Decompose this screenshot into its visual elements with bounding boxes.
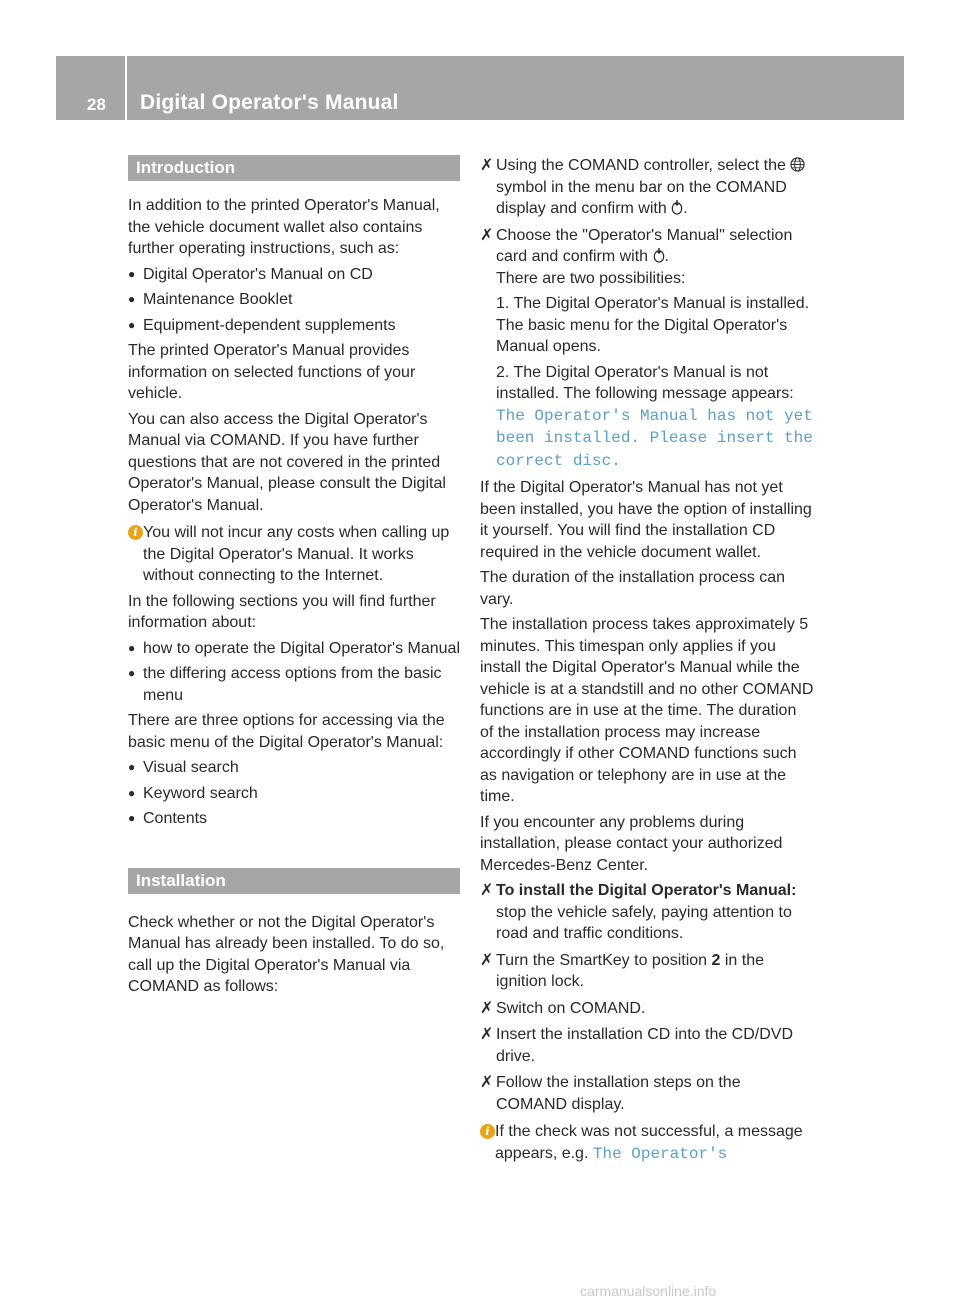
intro-paragraph: In addition to the printed Operator's Manual, the vehicle document wallet also contains further operating instructions, such as: <box>128 197 440 257</box>
controller-press-icon <box>653 248 665 263</box>
step-item: ✗ Follow the installation steps on the COMAND display. <box>480 1074 741 1113</box>
bullet-icon: ● <box>128 266 136 281</box>
step-arrow-icon: ✗ <box>480 999 494 1017</box>
header-separator <box>125 56 127 120</box>
list-item: ● how to operate the Digital Operator's Manual <box>128 638 460 660</box>
step-arrow-icon: ✗ <box>480 1074 494 1091</box>
step-arrow-icon: ✗ <box>480 1026 494 1043</box>
list-item: ● the differing access options from the basic menu <box>128 665 442 704</box>
page-title: Digital Operator's Manual <box>140 91 399 114</box>
display-message: The Operator's Manual has not yet been installed. Please insert the correct disc. <box>496 406 813 470</box>
step-arrow-icon: ✗ <box>480 157 494 174</box>
bullet-icon: ● <box>128 666 136 680</box>
globe-icon <box>790 157 805 172</box>
watermark: carmanualsonline.info <box>580 1283 717 1299</box>
paragraph: There are three options for accessing via the basic menu of the Digital Operator's Manual: <box>128 712 445 751</box>
paragraph: If the Digital Operator's Manual has not yet been installed, you have the option of installing it yourself. You will find the installation CD required in the vehicle document wallet. <box>480 479 812 561</box>
paragraph: The installation process takes approximately 5 minutes. This timespan only applies if you install the Digital Operator's Manual while the vehicle is at a standstill and no other COMAND functions are in use at the time. The duration of the installation process may increase accordingly if other COMAND functions such as navigation or telephony are in use at the time. <box>480 616 814 805</box>
display-message: The Operator's <box>592 1144 728 1163</box>
list-item: ● Maintenance Booklet <box>128 289 460 311</box>
step-item: ✗ Insert the installation CD into the CD/DVD drive. <box>480 1026 794 1065</box>
bullet-icon: ● <box>128 811 136 825</box>
page-number: 28 <box>87 95 106 114</box>
bullet-icon: ● <box>128 317 136 332</box>
info-note: i You will not incur any costs when calling up the Digital Operator's Manual. It works without connecting to the Internet. <box>128 522 460 587</box>
step-item: ✗ To install the Digital Operator's Manual: stop the vehicle safely, paying attention to road and traffic conditions. <box>480 882 797 942</box>
section-heading-installation: Installation <box>128 868 460 894</box>
step-item: ✗ Switch on COMAND. <box>480 998 814 1020</box>
paragraph: In the following sections you will find further information about: <box>128 592 436 631</box>
step-arrow-icon: ✗ <box>480 951 494 969</box>
info-icon: i <box>128 525 143 540</box>
step-arrow-icon: ✗ <box>480 882 494 899</box>
info-icon: i <box>480 1124 495 1139</box>
paragraph: There are two possibilities: <box>496 269 686 287</box>
step-arrow-icon: ✗ <box>480 226 494 244</box>
bullet-icon: ● <box>128 640 136 655</box>
bullet-icon: ● <box>128 785 136 800</box>
paragraph: 2. The Digital Operator's Manual is not installed. The following message appears: The Operator's Manual has not yet been installed. Please insert the correct disc. <box>496 363 813 470</box>
step-item: ✗ Using the COMAND controller, select the symbol in the menu bar on the COMAND display and confirm with . <box>480 155 814 220</box>
list-item: ● Equipment-dependent supplements <box>128 315 460 337</box>
bullet-icon: ● <box>128 292 136 306</box>
left-column <box>128 155 460 1002</box>
right-column <box>480 155 814 1169</box>
controller-press-icon <box>671 200 683 215</box>
info-note: i If the check was not successful, a message appears, e.g. The Operator's <box>480 1121 814 1165</box>
paragraph: If you encounter any problems during installation, please contact your authorized Mercedes-Benz Center. <box>480 813 783 874</box>
list-item: ● Keyword search <box>128 783 460 805</box>
paragraph: You can also access the Digital Operator's Manual via COMAND. If you have further questions that are not covered in the printed Operator's Manual, please consult the Digital Operator's Manual. <box>128 410 446 514</box>
paragraph: The duration of the installation process can vary. <box>480 569 786 608</box>
paragraph: The printed Operator's Manual provides information on selected functions of your vehicle. <box>128 342 416 402</box>
list-item: ● Contents <box>128 808 460 830</box>
section-heading-introduction: Introduction <box>128 155 460 181</box>
list-item: ● Visual search <box>128 757 460 779</box>
bullet-icon: ● <box>128 760 136 774</box>
list-item: ● Digital Operator's Manual on CD <box>128 264 460 286</box>
paragraph: Check whether or not the Digital Operator's Manual has already been installed. To do so, call up the Digital Operator's Manual via COMAND as follows: <box>128 913 445 995</box>
paragraph: 1. The Digital Operator's Manual is installed. The basic menu for the Digital Operator's Manual opens. <box>496 295 810 355</box>
step-item: ✗ Turn the SmartKey to position 2 in the ignition lock. <box>480 951 765 990</box>
step-item: ✗ Choose the "Operator's Manual" selection card and confirm with . There are two possibilities: 1. The Digital Operator's Manual is installed. The basic menu for the Digital Operator's Manual opens. 2. The Digital Operator's Manual is not installed. The following message appears: The Operator's Manual has not yet been installed. Please insert the correct disc. <box>480 225 814 473</box>
